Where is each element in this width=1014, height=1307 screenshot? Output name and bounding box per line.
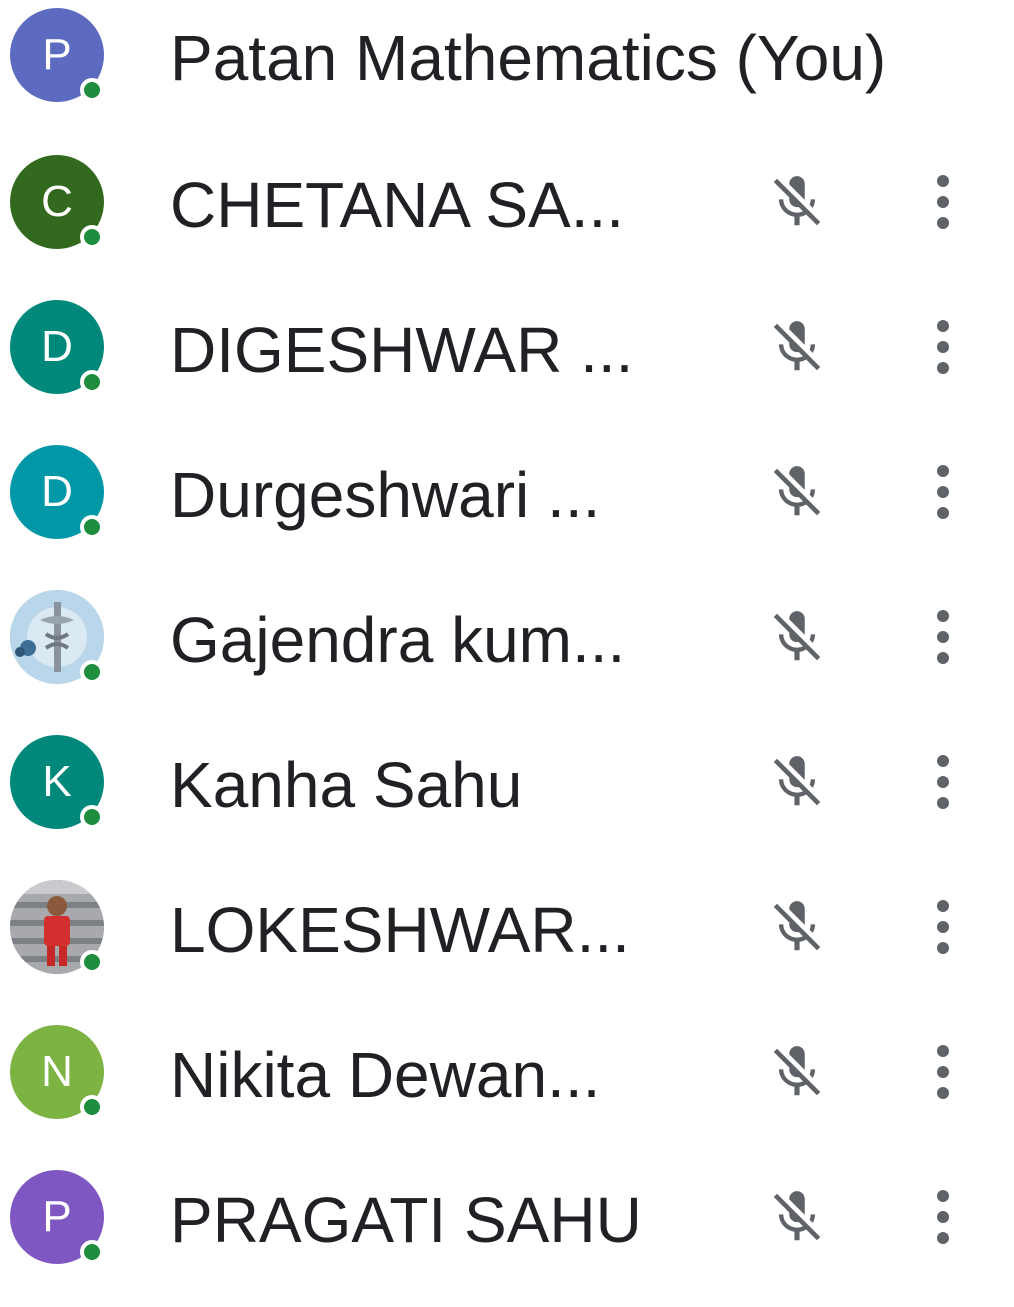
more-vert-icon	[937, 1190, 949, 1202]
participant-name: CHETANA SA...	[170, 169, 625, 241]
more-vert-icon	[937, 755, 949, 767]
participant-row[interactable]	[0, 582, 1014, 727]
more-options-button[interactable]	[920, 169, 966, 235]
participant-name: Patan Mathematics (You)	[170, 22, 887, 94]
avatar	[10, 155, 104, 249]
participant-row[interactable]	[0, 147, 1014, 292]
more-vert-icon	[937, 1045, 949, 1057]
online-status-dot	[80, 225, 104, 249]
online-status-dot	[80, 1240, 104, 1264]
avatar-initial: P	[10, 8, 104, 102]
mic-off-icon	[766, 1186, 828, 1248]
avatar	[10, 8, 104, 102]
avatar	[10, 1170, 104, 1264]
online-status-dot	[80, 1095, 104, 1119]
participant-row[interactable]	[0, 437, 1014, 582]
more-options-button[interactable]	[920, 459, 966, 525]
participant-row[interactable]	[0, 0, 1014, 145]
participant-name: LOKESHWAR...	[170, 894, 630, 966]
avatar-initial: D	[10, 445, 104, 539]
more-vert-icon	[937, 465, 949, 477]
avatar-initial: C	[10, 155, 104, 249]
more-vert-icon	[937, 900, 949, 912]
participant-name: Nikita Dewan...	[170, 1039, 601, 1111]
online-status-dot	[80, 950, 104, 974]
participant-row[interactable]	[0, 872, 1014, 1017]
online-status-dot	[80, 515, 104, 539]
online-status-dot	[80, 660, 104, 684]
more-options-button[interactable]	[920, 894, 966, 960]
participant-row[interactable]	[0, 727, 1014, 872]
avatar	[10, 445, 104, 539]
online-status-dot	[80, 370, 104, 394]
participant-name: Gajendra kum...	[170, 604, 626, 676]
avatar-initial: N	[10, 1025, 104, 1119]
online-status-dot	[80, 805, 104, 829]
avatar-initial: K	[10, 735, 104, 829]
participant-name: PRAGATI SAHU	[170, 1184, 642, 1256]
participant-name: Kanha Sahu	[170, 749, 523, 821]
more-options-button[interactable]	[920, 604, 966, 670]
avatar	[10, 300, 104, 394]
participant-row[interactable]	[0, 1162, 1014, 1307]
more-options-button[interactable]	[920, 749, 966, 815]
avatar	[10, 1025, 104, 1119]
more-options-button[interactable]	[920, 1039, 966, 1105]
online-status-dot	[80, 78, 104, 102]
participant-name: Durgeshwari ...	[170, 459, 601, 531]
mic-off-icon	[766, 751, 828, 813]
mic-off-icon	[766, 1041, 828, 1103]
participant-row[interactable]	[0, 1017, 1014, 1162]
avatar	[10, 735, 104, 829]
more-options-button[interactable]	[920, 1184, 966, 1250]
more-vert-icon	[937, 610, 949, 622]
mic-off-icon	[766, 171, 828, 233]
more-options-button[interactable]	[920, 314, 966, 380]
avatar	[10, 880, 104, 974]
more-vert-icon	[937, 320, 949, 332]
mic-off-icon	[766, 896, 828, 958]
mic-off-icon	[766, 606, 828, 668]
participant-row[interactable]	[0, 292, 1014, 437]
mic-off-icon	[766, 461, 828, 523]
avatar-initial: P	[10, 1170, 104, 1264]
mic-off-icon	[766, 316, 828, 378]
more-vert-icon	[937, 175, 949, 187]
participant-name: DIGESHWAR ...	[170, 314, 634, 386]
avatar-initial: D	[10, 300, 104, 394]
avatar	[10, 590, 104, 684]
